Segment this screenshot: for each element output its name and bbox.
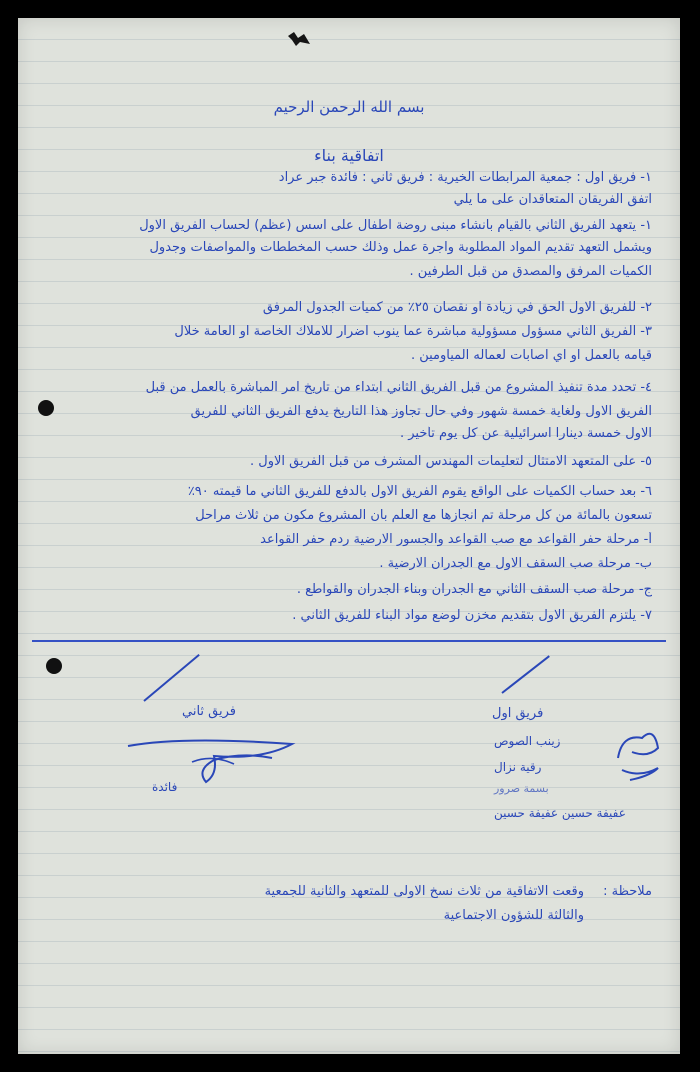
ink-stroke-left [143,654,199,702]
parties-line: ١- فريق اول : جمعية المرابطات الخيرية : فريق ثاني : فائدة جبر عراد [278,170,652,185]
first-party-heading: فريق اول [492,706,544,721]
punch-hole [46,658,62,674]
note-line: والثالثة للشؤون الاجتماعية [443,908,584,923]
clause-line: ٤- تحدد مدة تنفيذ المشروع من قبل الفريق الثاني ابتداء من تاريخ امر المباشرة بالعمل من قبل [145,380,652,395]
first-party-name: بسمة صرور [494,782,549,795]
second-party-name: فائدة [152,780,178,794]
document-title: اتفاقية بناء [314,146,384,165]
first-party-signature-mark [612,718,664,784]
punch-hole [38,400,54,416]
clause-line: ٣- الفريق الثاني مسؤول مسؤولية مباشرة عما ينوب اضرار للاملاك الخاصة او العامة خلال [174,324,652,339]
clause-line: الاول خمسة دينارا اسرائيلية عن كل يوم تأخير . [399,426,652,441]
clause-line: أ- مرحلة حفر القواعد مع صب القواعد والجسور الارضية ردم حفر القواعد [260,532,652,547]
first-party-name: رقية نزال [494,760,542,774]
ink-smudge [286,30,312,48]
clause-line: ٧- يلتزم الفريق الاول بتقديم مخزن لوضع مواد البناء للفريق الثاني . [292,608,652,623]
note-label: ملاحظة : [603,884,652,899]
clause-line: ويشمل التعهد تقديم المواد المطلوبة واجرة عمل وذلك حسب المخططات والمواصفات وجدول [149,240,652,255]
basmala: بسم الله الرحمن الرحيم [273,98,425,116]
clause-line: ب- مرحلة صب السقف الاول مع الجدران الارضية . [379,556,652,571]
document-page [18,18,680,1054]
clause-line: ٢- للفريق الاول الحق في زيادة او نقصان ٢٥٪ من كميات الجدول المرفق [262,300,652,315]
first-party-name: زينب الصوص [494,734,561,748]
clause-line: تسعون بالمائة من كل مرحلة تم انجازها مع العلم بان المشروع مكون من ثلاث مراحل [195,508,652,523]
clause-line: الفريق الاول ولغاية خمسة شهور وفي حال تجاوز هذا التاريخ يدفع الفريق الثاني للفريق [190,404,652,419]
clause-line: ٥- على المتعهد الامتثال لتعليمات المهندس المشرف من قبل الفريق الاول . [250,454,652,469]
first-party-name: عفيفة حسين عفيفة حسين [494,806,626,820]
intro-line: اتفق الفريقان المتعاقدان على ما يلي [453,192,652,207]
clause-line: ٦- بعد حساب الكميات على الواقع يقوم الفريق الاول بالدفع للفريق الثاني ما قيمته ٩٠٪ [187,484,652,499]
second-party-heading: فريق ثاني [182,704,237,719]
clause-line: ١- يتعهد الفريق الثاني بالقيام بانشاء مبنى روضة اطفال على اسس (عظم) لحساب الفريق الاول [139,218,652,233]
clause-line: قيامه بالعمل او اي اصابات لعماله المياومين . [410,348,652,363]
ink-stroke-right [501,655,550,694]
clause-line: الكميات المرفق والمصدق من قبل الطرفين . [409,264,652,279]
second-party-signature [122,730,302,790]
clause-line: ج- مرحلة صب السقف الثاني مع الجدران وبناء الجدران والقواطع . [296,582,652,597]
divider-line [32,640,666,642]
note-line: وقعت الاتفاقية من ثلاث نسخ الاولى للمتعهد والثانية للجمعية [264,884,584,899]
